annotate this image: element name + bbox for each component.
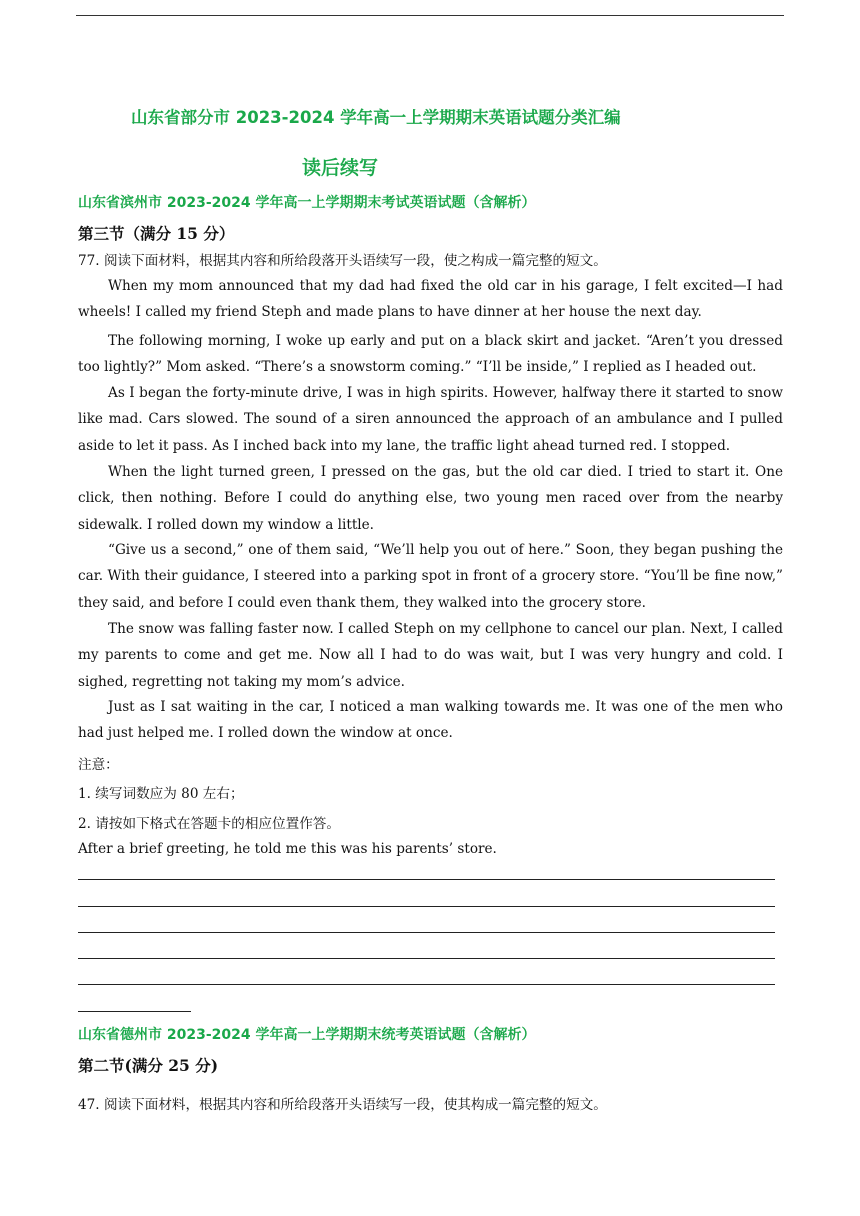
section2-source: 山东省德州市 2023-2024 学年高一上学期期末统考英语试题（含解析） [78,1027,536,1043]
answer-line [78,958,775,959]
header-rule [76,15,784,16]
section1-question: 77. 阅读下面材料，根据其内容和所给段落开头语续写一段，使之构成一篇完整的短文。 [78,253,607,269]
passage-paragraph-6: The snow was falling faster now. I called Steph on my cellphone to cancel our plan. Next, I called my parents to come and get me. Now all I had to do was wait, but I was very hungry and cold. I sighed, regretting not taking my mom’s advice. [78,621,783,690]
document-subtitle: 读后续写 [302,157,379,179]
answer-line [78,932,775,933]
continuation-prompt: After a brief greeting, he told me this was his parents’ store. [78,841,497,857]
section2-question: 47. 阅读下面材料，根据其内容和所给段落开头语续写一段，使其构成一篇完整的短文。 [78,1097,607,1113]
answer-line [78,984,775,985]
passage-paragraph-7: Just as I sat waiting in the car, I noticed a man walking towards me. It was one of the men who had just helped me. I rolled down the window at once. [78,699,783,742]
answer-line [78,906,775,907]
passage-paragraph-3: As I began the forty-minute drive, I was in high spirits. However, halfway there it started to snow like mad. Cars slowed. The sound of a siren announced the approach of an ambulance and I pulled aside to let it pass. As I inched back into my lane, the traffic light ahead turned red. I stopped. [78,385,783,454]
note-item-1: 1. 续写词数应为 80 左右； [78,786,244,802]
passage-paragraph-1: When my mom announced that my dad had fixed the old car in his garage, I felt excited—I had wheels! I called my friend Steph and made plans to have dinner at her house the next day. [78,278,783,321]
note-label: 注意： [78,757,119,773]
answer-line [78,1011,191,1012]
passage-paragraph-5: “Give us a second,” one of them said, “We’ll help you out of here.” Soon, they began pushing the car. With their guidance, I steered into a parking spot in front of a grocery store. “You’ll be fine now,” they said, and before I could even thank them, they walked into the grocery store. [78,542,783,611]
answer-line [78,879,775,880]
document-title: 山东省部分市 2023-2024 学年高一上学期期末英语试题分类汇编 [131,108,621,127]
note-item-2: 2. 请按如下格式在答题卡的相应位置作答。 [78,816,340,832]
passage-paragraph-2: The following morning, I woke up early and put on a black skirt and jacket. “Aren’t you dressed too lightly?” Mom asked. “There’s a snowstorm coming.” “I’ll be inside,” I replied as I headed out. [78,333,783,376]
section1-heading: 第三节（满分 15 分） [78,224,235,243]
section1-source: 山东省滨州市 2023-2024 学年高一上学期期末考试英语试题（含解析） [78,195,536,211]
passage-paragraph-4: When the light turned green, I pressed on the gas, but the old car died. I tried to start it. One click, then nothing. Before I could do anything else, two young men raced over from the nearby sidewalk. I rolled down my window a little. [78,464,783,533]
section2-heading: 第二节(满分 25 分) [78,1056,219,1075]
